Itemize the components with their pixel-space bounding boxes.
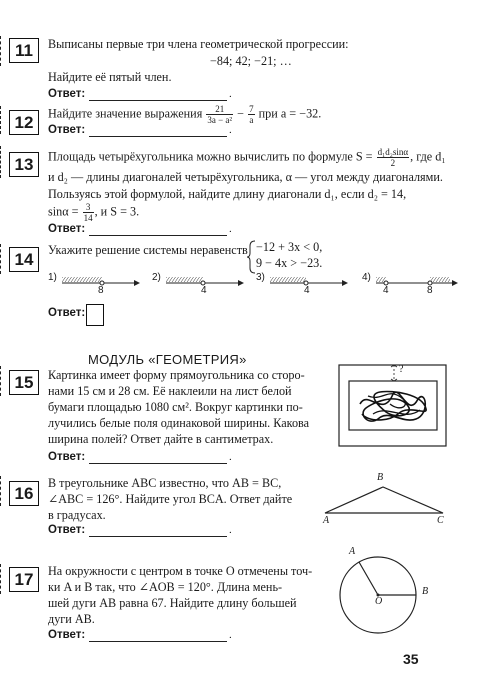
task-line: ки A и B так, что ∠AOB = 120°. Длина мень-: [48, 580, 283, 594]
cut-mark: [0, 564, 5, 594]
task-line: ∠ABC = 126°. Найдите угол BCA. Ответ дайте: [48, 492, 293, 506]
cut-mark: [0, 106, 5, 134]
figure-label: ?: [399, 364, 404, 375]
task-question: Найдите её пятый член.: [48, 70, 172, 84]
cut-mark: [0, 366, 5, 396]
task-line: На окружности с центром в точке O отмечены точ-: [48, 564, 313, 578]
cut-mark: [0, 146, 5, 178]
task-line: бумаги площадью 1080 см². Вокруг картинки по-: [48, 400, 303, 414]
dot: .: [229, 524, 232, 536]
answer-field[interactable]: [89, 641, 227, 642]
tick-label: 4: [201, 285, 207, 296]
answer-field[interactable]: [89, 235, 227, 236]
expression-intro: Найдите значение выражения: [48, 106, 203, 121]
text-fragment: , и S = 3.: [94, 204, 140, 219]
dot: .: [229, 124, 232, 136]
answer-field[interactable]: [89, 536, 227, 537]
picture-on-paper-figure: [338, 364, 448, 448]
option-label: 1): [48, 272, 57, 283]
task-line: в градусах.: [48, 508, 106, 522]
task-line: ширина полей? Ответ дайте в сантиметрах.: [48, 432, 274, 446]
task-number: 16: [9, 481, 39, 506]
vertex-label: C: [437, 515, 444, 526]
tick-label: 4: [304, 285, 310, 296]
expression-condition: при a = −32.: [258, 106, 322, 121]
task-line: Картинка имеет форму прямоугольника со сторо-: [48, 368, 305, 382]
option-label: 4): [362, 272, 371, 283]
dot: .: [229, 88, 232, 100]
fraction-denominator: a: [249, 115, 254, 125]
task-line: нами 15 см и 28 см. Её наклеили на лист белой: [48, 384, 292, 398]
formula-fraction: [377, 147, 410, 168]
fraction-numerator: d₁d₂sinα: [377, 147, 409, 157]
dot: .: [229, 451, 232, 463]
task-line: В треугольнике ABC известно, что AB = BC,: [48, 476, 282, 490]
circle-figure: [336, 552, 422, 638]
text-fragment: sinα =: [48, 204, 79, 219]
cut-mark: [0, 36, 5, 66]
inequality: 9 − 4x > −23.: [256, 256, 323, 270]
answer-label: Ответ:: [48, 524, 86, 536]
answer-field[interactable]: [89, 136, 227, 137]
answer-label: Ответ:: [48, 629, 86, 641]
tick-label: 4: [383, 285, 389, 296]
cut-mark: [0, 476, 5, 506]
task-line: [48, 202, 139, 223]
module-heading: МОДУЛЬ «ГЕОМЕТРИЯ»: [88, 352, 247, 367]
task-line: и d₂ — длины диагоналей четырёхугольника, α — угол между диагоналями.: [48, 170, 443, 184]
answer-box[interactable]: [86, 304, 104, 326]
answer-field[interactable]: [89, 100, 227, 101]
task-line: Пользуясь этой формулой, найдите длину диагонали d₁, если d₂ = 14,: [48, 187, 407, 201]
fraction-numerator: 7: [249, 104, 254, 114]
task-text: [48, 104, 321, 125]
triangle-figure: [320, 480, 450, 520]
answer-label: Ответ:: [48, 124, 86, 136]
task-line: лучились белые поля одинаковой ширины. Какова: [48, 416, 310, 430]
minus-sign: −: [237, 106, 245, 121]
task-number: 14: [9, 247, 39, 272]
task-number: 11: [9, 38, 39, 63]
fraction-denominator: 14: [83, 213, 93, 223]
task-text: Укажите решение системы неравенств: [48, 243, 248, 257]
point-label: A: [349, 546, 356, 557]
task-number: 15: [9, 370, 39, 395]
task-line: дуги AB.: [48, 612, 95, 626]
task-number: 17: [9, 567, 39, 592]
answer-field[interactable]: [89, 463, 227, 464]
option-label: 2): [152, 272, 161, 283]
task-text: Выписаны первые три члена геометрической прогрессии:: [48, 37, 349, 51]
fraction-numerator: 21: [206, 104, 233, 115]
vertex-label: A: [323, 515, 330, 526]
answer-label: Ответ:: [48, 88, 86, 100]
task-line: шей дуги AB равна 67. Найдите длину большей: [48, 596, 297, 610]
dot: .: [229, 223, 232, 235]
fraction: [206, 104, 233, 125]
fraction-numerator: 3: [83, 202, 94, 213]
task-number: 13: [9, 152, 39, 177]
inequality: −12 + 3x < 0,: [256, 240, 323, 254]
fraction-denominator: 2: [390, 158, 396, 168]
answer-label: Ответ:: [48, 307, 86, 319]
fraction: [248, 104, 255, 125]
text-fragment: , где d₁: [410, 149, 446, 164]
text-fragment: Площадь четырёхугольника можно вычислить по формуле S =: [48, 149, 373, 164]
page-number: 35: [403, 651, 419, 667]
point-label: O: [375, 596, 383, 607]
tick-label: 8: [98, 285, 104, 296]
sequence: −84; 42; −21; …: [210, 54, 292, 68]
fraction-denominator: 3a − a²: [207, 115, 233, 125]
dot: .: [229, 629, 232, 641]
answer-label: Ответ:: [48, 451, 86, 463]
vertex-label: B: [377, 472, 384, 483]
task-line: [48, 147, 488, 168]
sine-fraction: [83, 202, 94, 223]
tick-label: 8: [427, 285, 433, 296]
cut-mark: [0, 244, 5, 274]
answer-label: Ответ:: [48, 223, 86, 235]
option-label: 3): [256, 272, 265, 283]
task-number: 12: [9, 110, 39, 135]
point-label: B: [422, 586, 429, 597]
